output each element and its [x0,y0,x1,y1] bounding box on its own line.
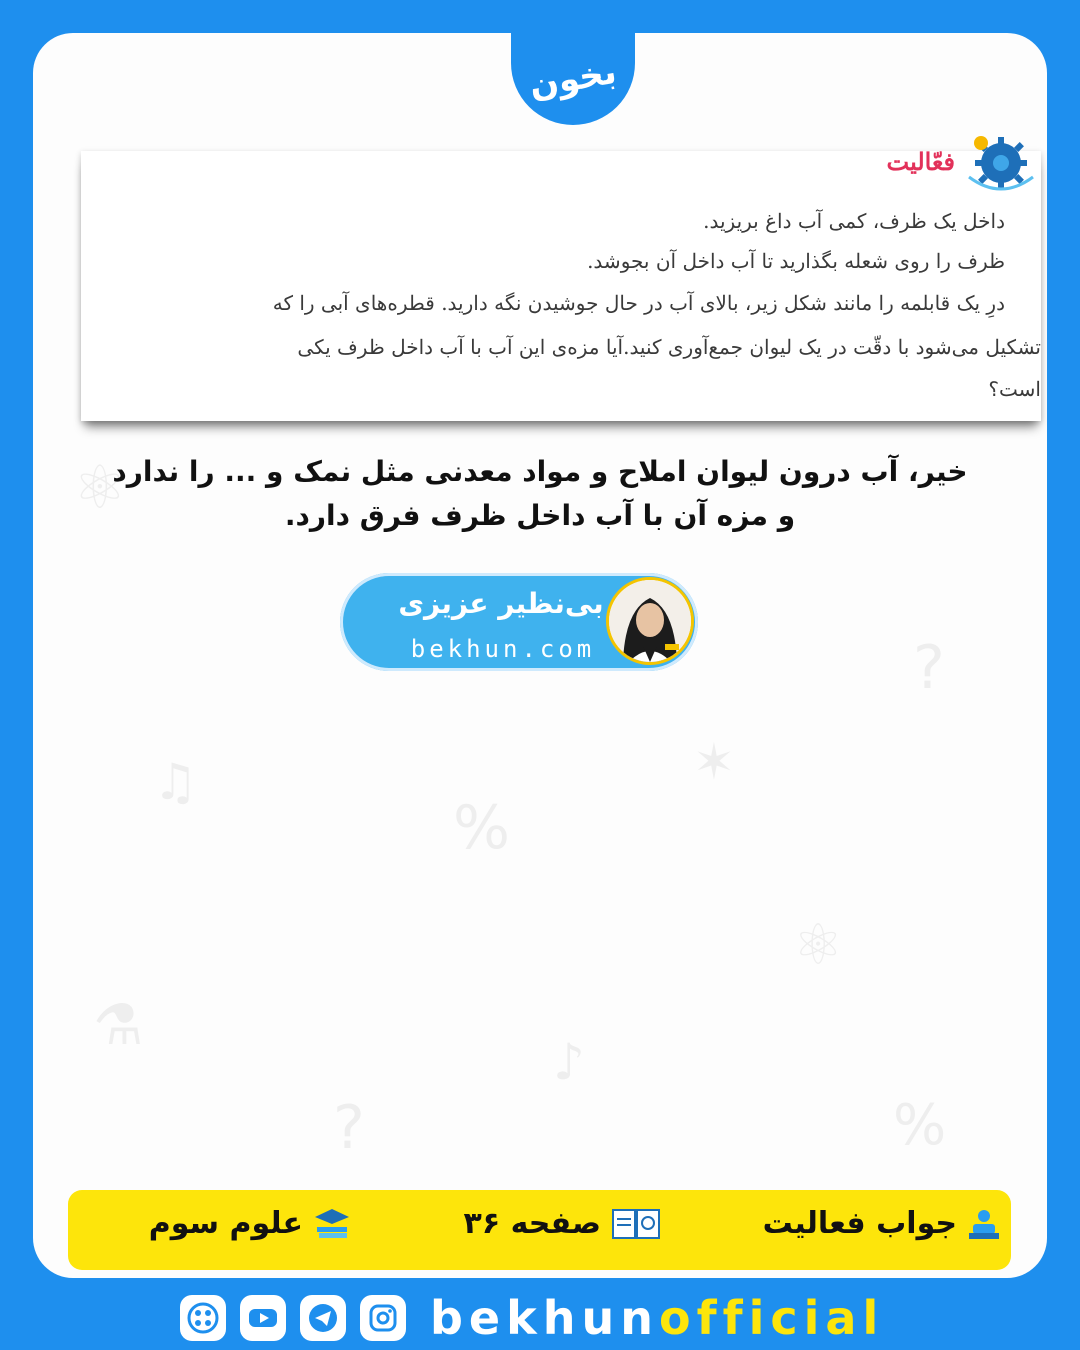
logo-text: بخون [526,51,620,107]
youtube-icon[interactable] [240,1295,286,1341]
avatar-portrait [609,580,691,662]
teacher-name: بی‌نظیر عزیزی [398,587,604,620]
activity-title: فعّالیت [886,146,955,176]
open-book-icon [611,1207,661,1241]
brand-part-2: official [658,1291,885,1345]
info-subject [149,1206,351,1241]
book-line: ظرف را روی شعله بگذارید تا آب داخل آن بجوشد. [587,249,1005,273]
aparat-icon[interactable] [180,1295,226,1341]
info-answer [763,1206,1001,1241]
answer-line: خیر، آب درون لیوان املاح و مواد معدنی مثل نمک و ... را ندارد [112,455,968,488]
teacher-icon [967,1207,1001,1241]
teacher-site: bekhun.com [410,635,596,663]
answer-line: و مزه آن با آب داخل ظرف فرق دارد. [284,499,796,532]
book-line: داخل یک ظرف، کمی آب داغ بریزید. [703,209,1005,233]
doodle-question-icon: ? [333,1093,365,1163]
doodle-star-icon: ✶ [693,733,735,791]
book-excerpt [81,146,1041,421]
answer-label: جواب فعالیت [762,1206,957,1241]
doodle-note-icon: ♫ [153,753,198,811]
instagram-icon[interactable] [360,1295,406,1341]
bekhun-logo[interactable] [511,33,635,125]
doodle-percent-icon: % [453,793,511,863]
doodle-question-icon: ? [913,633,945,703]
book-line: است؟ [988,377,1041,401]
doodle-flask-icon: ⚗ [93,993,144,1058]
brand-handle[interactable] [430,1291,884,1345]
teacher-avatar [606,577,694,665]
activity-header [887,129,1041,193]
book-line: تشکیل می‌شود با دقّت در یک لیوان جمع‌آوری کنید.آیا مزه‌ی این آب با آب داخل ظرف یکی [297,335,1041,359]
footer [180,1288,900,1348]
doodle-note-icon: ♪ [553,1033,585,1091]
books-cap-icon [313,1207,351,1241]
info-bar [68,1190,1011,1270]
teacher-badge[interactable] [340,573,698,671]
doodle-atom-icon: ⚛ [793,913,844,978]
info-page [464,1206,661,1241]
answer-text [60,450,1020,538]
subject-label: علوم سوم [148,1206,303,1241]
telegram-icon[interactable] [300,1295,346,1341]
book-line: درِ یک قابلمه را مانند شکل زیر، بالای آب در حال جوشیدن نگه دارید. قطره‌های آبی را که [272,291,1005,315]
gear-icon [963,129,1041,193]
doodle-percent-icon: % [893,1093,947,1158]
page-label: صفحه ۳۶ [463,1206,601,1241]
brand-part-1: bekhun [430,1291,659,1345]
doodle-atom-icon: ⚛ [73,453,127,523]
